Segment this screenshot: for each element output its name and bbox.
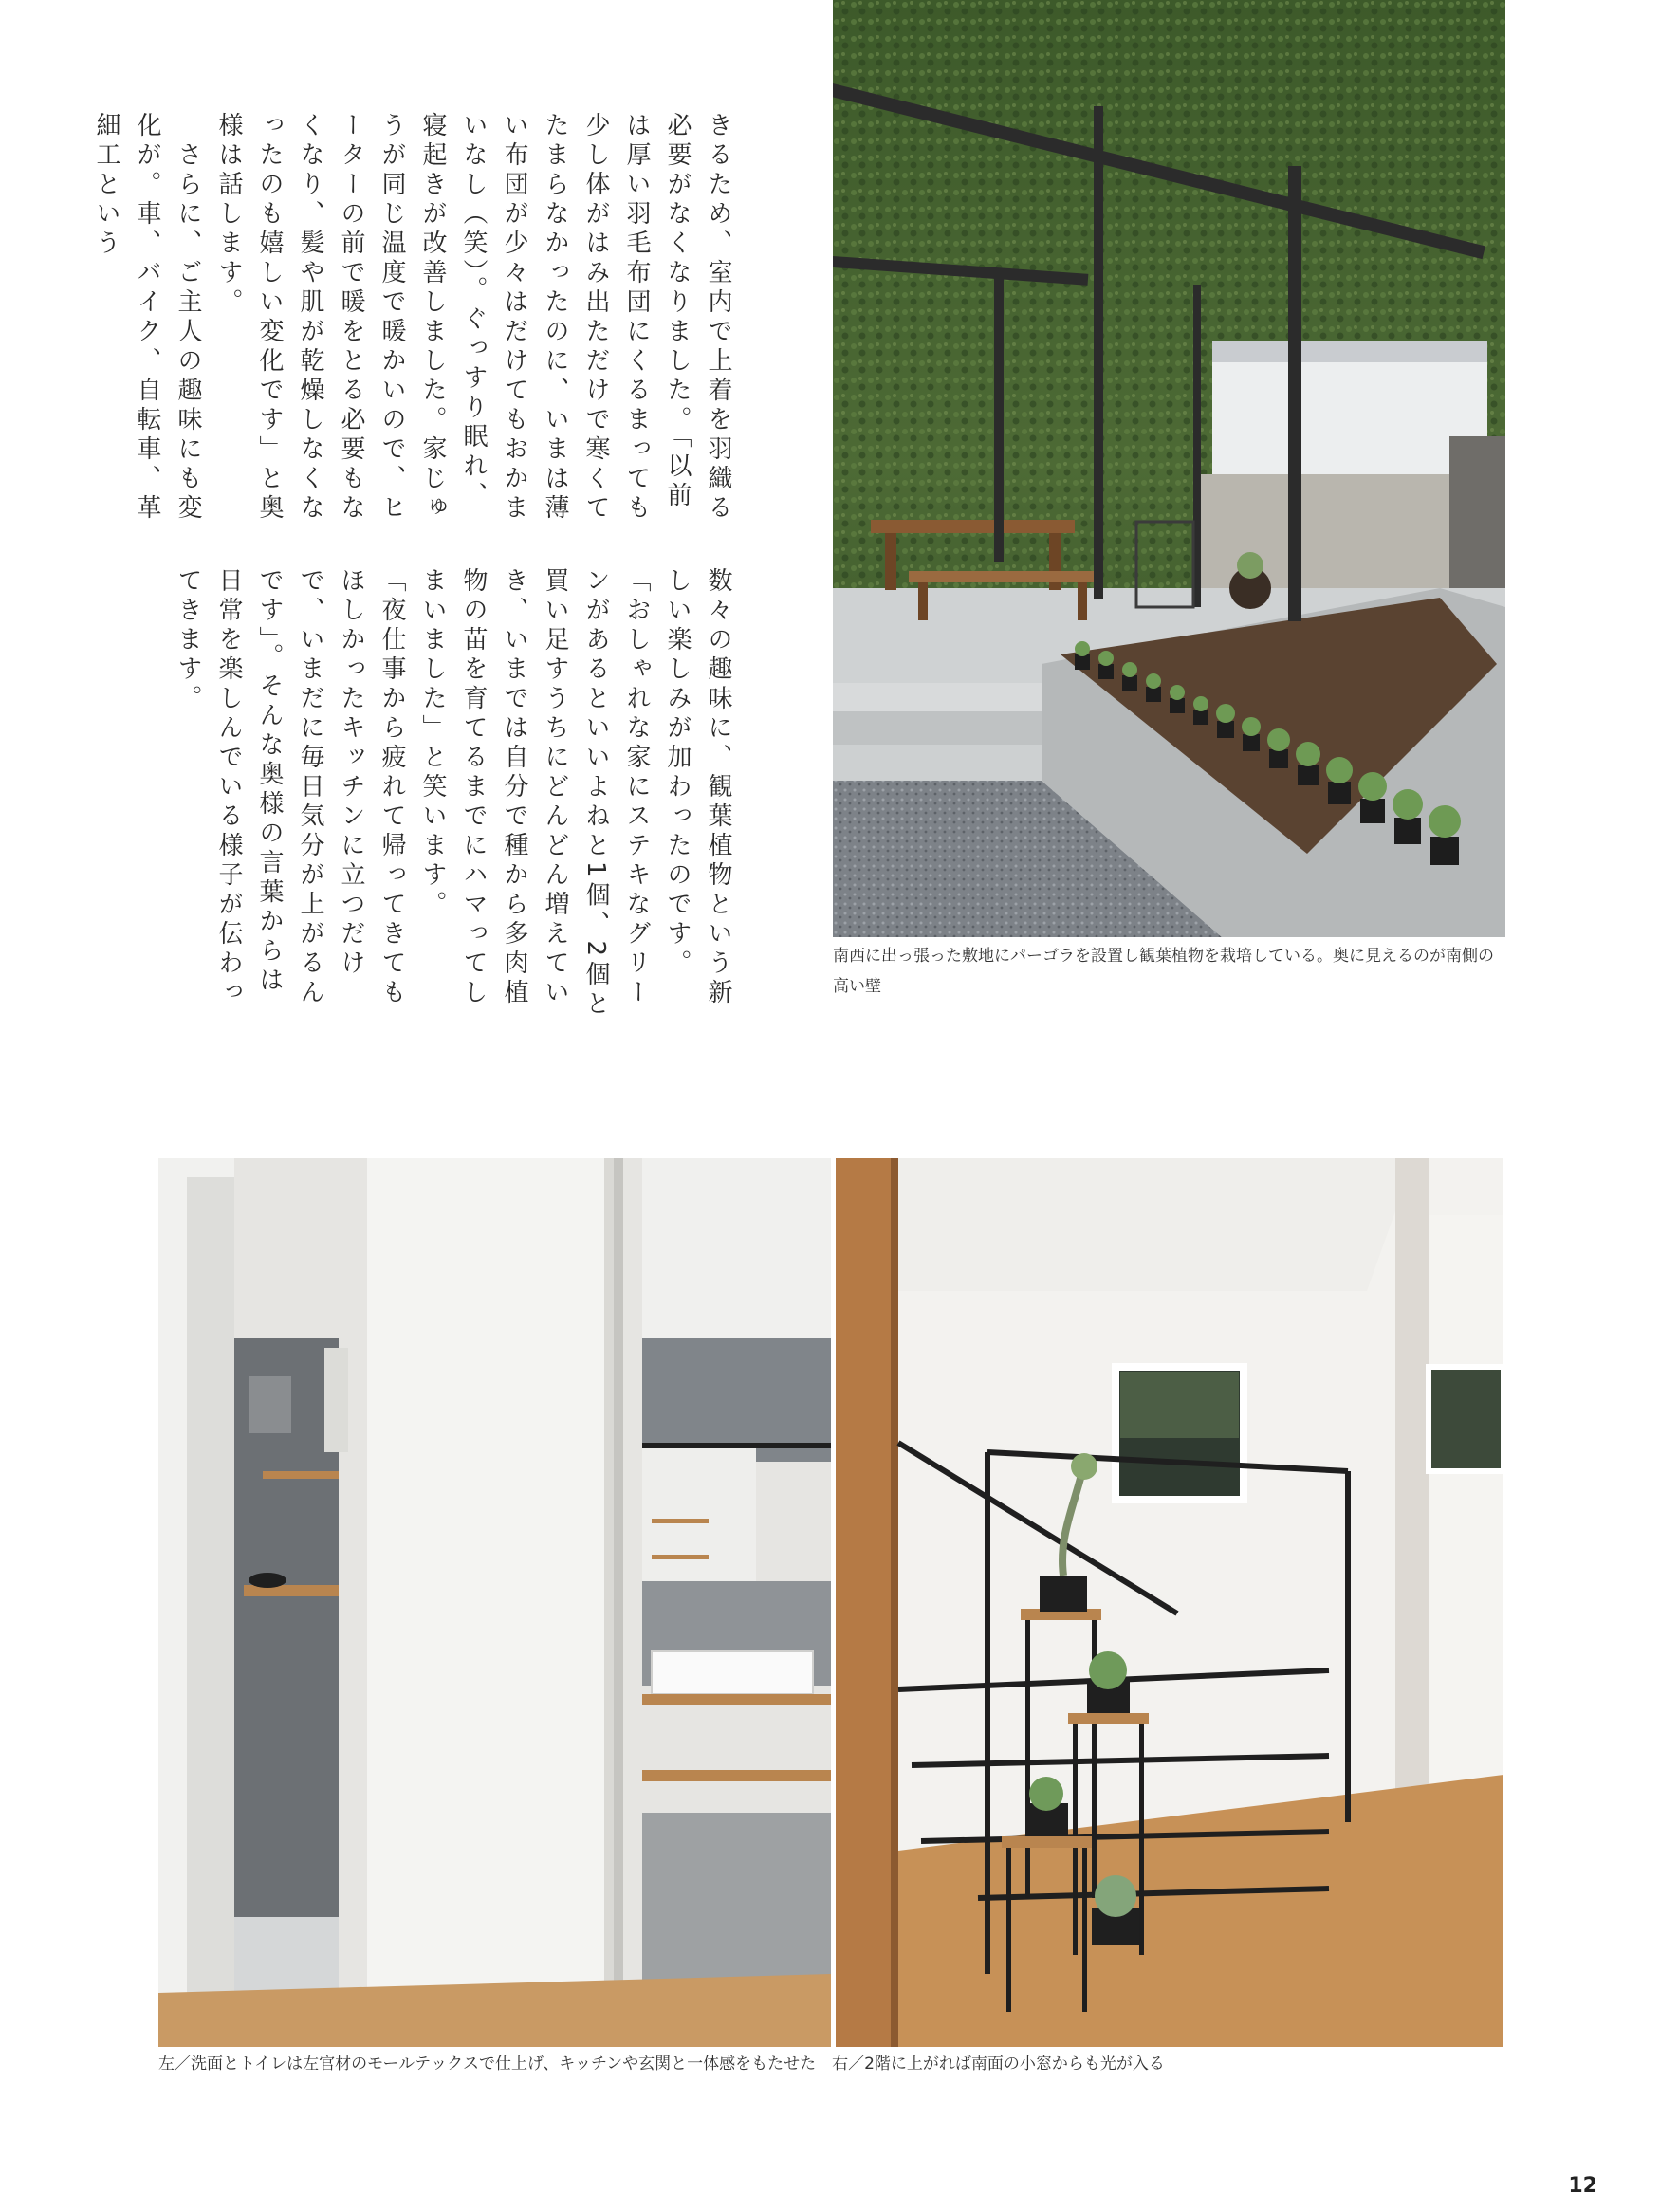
bottom-photos-caption: 左／洗面とトイレは左官材のモールテックスで仕上げ、キッチンや玄関と一体感をもたせた 右／2階に上がれば南面の小窓からも光が入る — [158, 2055, 1165, 2074]
article-paragraph: 「夜仕事から疲れて帰ってきてもほしかったキッチンに立つだけで、いまだに毎日気分が上がるんです」。そんな奥様の言葉からは日常を楽しんでいる様子が伝わってきます。 — [174, 567, 406, 1008]
article-paragraph: 数々の趣味に、観葉植物という新しい楽しみが加わったのです。「おしゃれな家にステキなグリーンがあるといいよねと1個、2個と買い足すうちにどんどん増えていき、いまでは自分で種から多肉植物の苗を育てるまでにハマってしまいました」と笑います。 — [418, 567, 732, 1021]
garden-pergola-photo — [833, 0, 1505, 937]
article-paragraph: さらに、ご主人の趣味にも変化が。車、バイク、自転車、革細工という — [92, 112, 202, 524]
article-text-lower — [150, 567, 738, 1023]
garden-photo-caption: 南西に出っ張った敷地にパーゴラを設置し観葉植物を栽培している。奥に見えるのが南側の高い壁 — [833, 947, 1494, 996]
article-paragraph: きるため、室内で上着を羽織る必要がなくなりました。「以前は厚い羽毛布団にくるまっても少し体がはみ出ただけで寒くてたまらなかったのに、いまは薄い布団が少々はだけてもおかまいなし（笑）。ぐっすり眠れ、寝起きが改善しました。家じゅうが同じ温度で暖かいので、ヒーターの前で暖をとる必要もなくなり、髪や肌が乾燥しなくなったのも嬉しい変化です」と奥様は話します。 — [214, 112, 732, 524]
article-text-upper — [92, 112, 738, 529]
page-number: 12 — [1568, 2174, 1597, 2198]
washroom-photo — [158, 1158, 831, 2047]
stair-hall-photo — [836, 1158, 1503, 2047]
